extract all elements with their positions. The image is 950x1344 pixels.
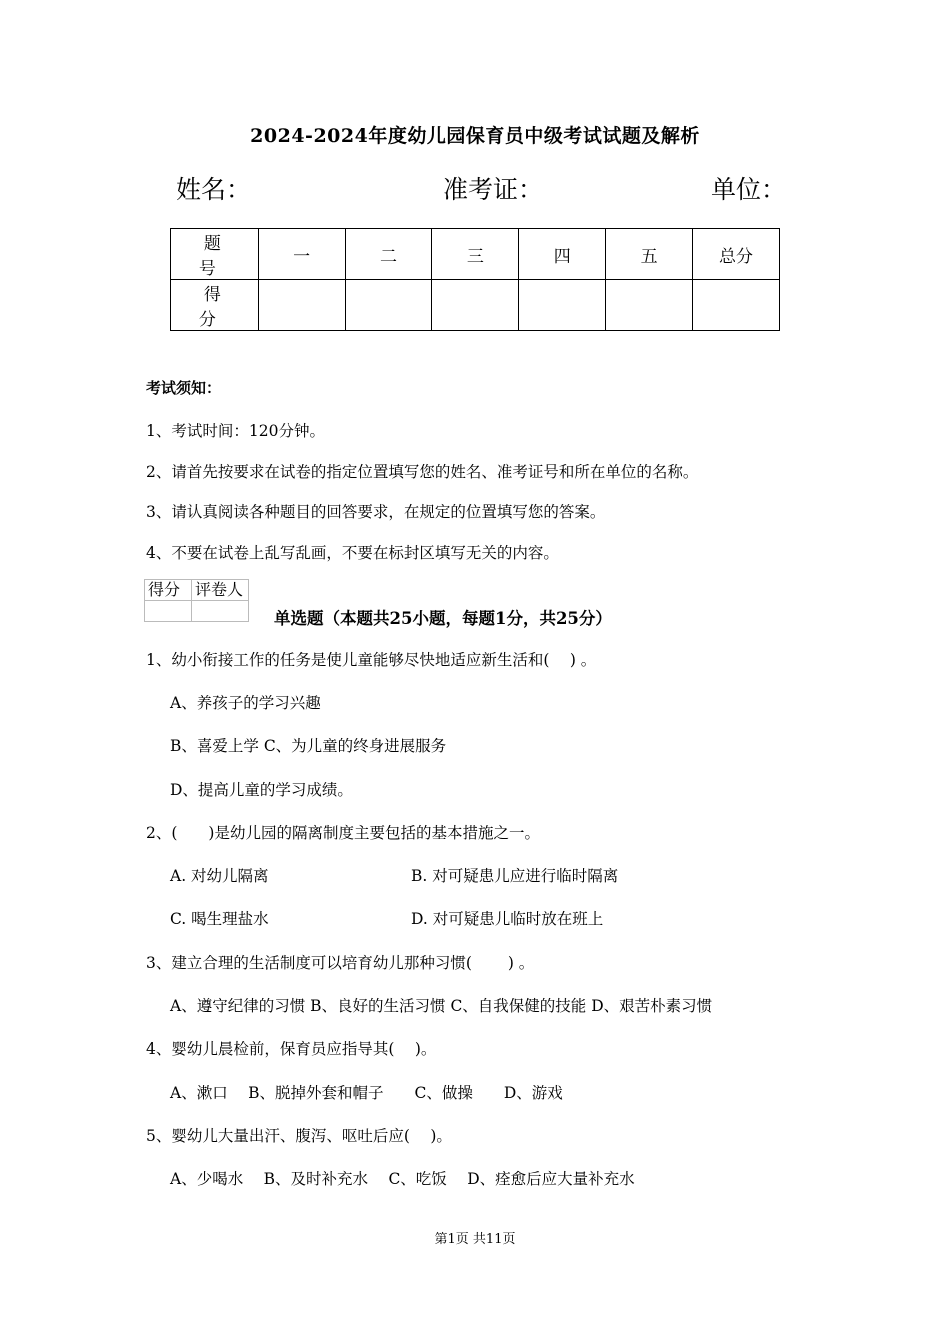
header-section-2: 二	[345, 229, 432, 280]
question-option: A. 对幼儿隔离	[170, 867, 269, 885]
question-option: C. 喝生理盐水	[170, 910, 269, 928]
question-stem: 1、幼小衔接工作的任务是使儿童能够尽快地适应新生活和( ) 。	[146, 651, 597, 669]
question-stem: 4、婴幼儿晨检前，保育员应指导其( )。	[146, 1040, 437, 1058]
question-option: B. 对可疑患儿应进行临时隔离	[411, 867, 619, 885]
question-stem: 5、婴幼儿大量出汗、腹泻、呕吐后应( )。	[146, 1127, 452, 1145]
question-option: D. 对可疑患儿临时放在班上	[411, 910, 604, 928]
question-stem: 3、建立合理的生活制度可以培育幼儿那种习惯( ) 。	[146, 954, 535, 972]
question-options: A、遵守纪律的习惯 B、良好的生活习惯 C、自我保健的技能 D、艰苦朴素习惯	[170, 997, 713, 1015]
score-cell[interactable]	[606, 280, 693, 331]
question-option: A、养孩子的学习兴趣	[170, 694, 321, 712]
header-section-4: 四	[519, 229, 606, 280]
header-total: 总分	[693, 229, 780, 280]
score-table-header-row	[171, 229, 780, 280]
score-cell[interactable]	[519, 280, 606, 331]
header-section-5: 五	[606, 229, 693, 280]
notice-item: 2、请首先按要求在试卷的指定位置填写您的姓名、准考证号和所在单位的名称。	[146, 463, 699, 481]
score-cell[interactable]	[258, 280, 345, 331]
exam-id-field-label: 准考证：	[443, 175, 544, 204]
header-question-number: 题 号	[171, 229, 259, 280]
page-title: 2024-2024年度幼儿园保育员中级考试试题及解析	[250, 125, 700, 147]
question-option: D、提高儿童的学习成绩。	[170, 781, 353, 799]
score-cell[interactable]	[345, 280, 432, 331]
score-table-score-row	[171, 280, 780, 331]
grader-box	[144, 579, 249, 622]
name-field-label: 姓名：	[176, 175, 252, 204]
notice-item: 1、考试时间：120分钟。	[146, 422, 325, 440]
grader-reviewer-cell[interactable]	[192, 601, 249, 622]
score-cell[interactable]	[432, 280, 519, 331]
unit-field-label: 单位：	[711, 175, 787, 204]
header-section-1: 一	[258, 229, 345, 280]
page-footer: 第1页 共11页	[434, 1232, 516, 1247]
header-section-3: 三	[432, 229, 519, 280]
grader-score-cell[interactable]	[145, 601, 192, 622]
score-table	[170, 228, 780, 331]
score-label: 得 分	[171, 280, 259, 331]
question-options: A、少喝水 B、及时补充水 C、吃饭 D、痊愈后应大量补充水	[170, 1170, 635, 1188]
grader-score-label: 得分	[145, 580, 192, 601]
notice-item: 3、请认真阅读各种题目的回答要求，在规定的位置填写您的答案。	[146, 503, 606, 521]
question-option: B、喜爱上学 C、为儿童的终身进展服务	[170, 737, 447, 755]
notice-heading: 考试须知：	[146, 379, 222, 397]
notice-item: 4、不要在试卷上乱写乱画，不要在标封区填写无关的内容。	[146, 544, 559, 562]
question-options: A、漱口 B、脱掉外套和帽子 C、做操 D、游戏	[170, 1084, 563, 1102]
question-stem: 2、( )是幼儿园的隔离制度主要包括的基本措施之一。	[146, 824, 540, 842]
grader-reviewer-label: 评卷人	[192, 580, 249, 601]
score-cell-total[interactable]	[693, 280, 780, 331]
section-title: 单选题（本题共25小题，每题1分，共25分）	[274, 609, 612, 628]
